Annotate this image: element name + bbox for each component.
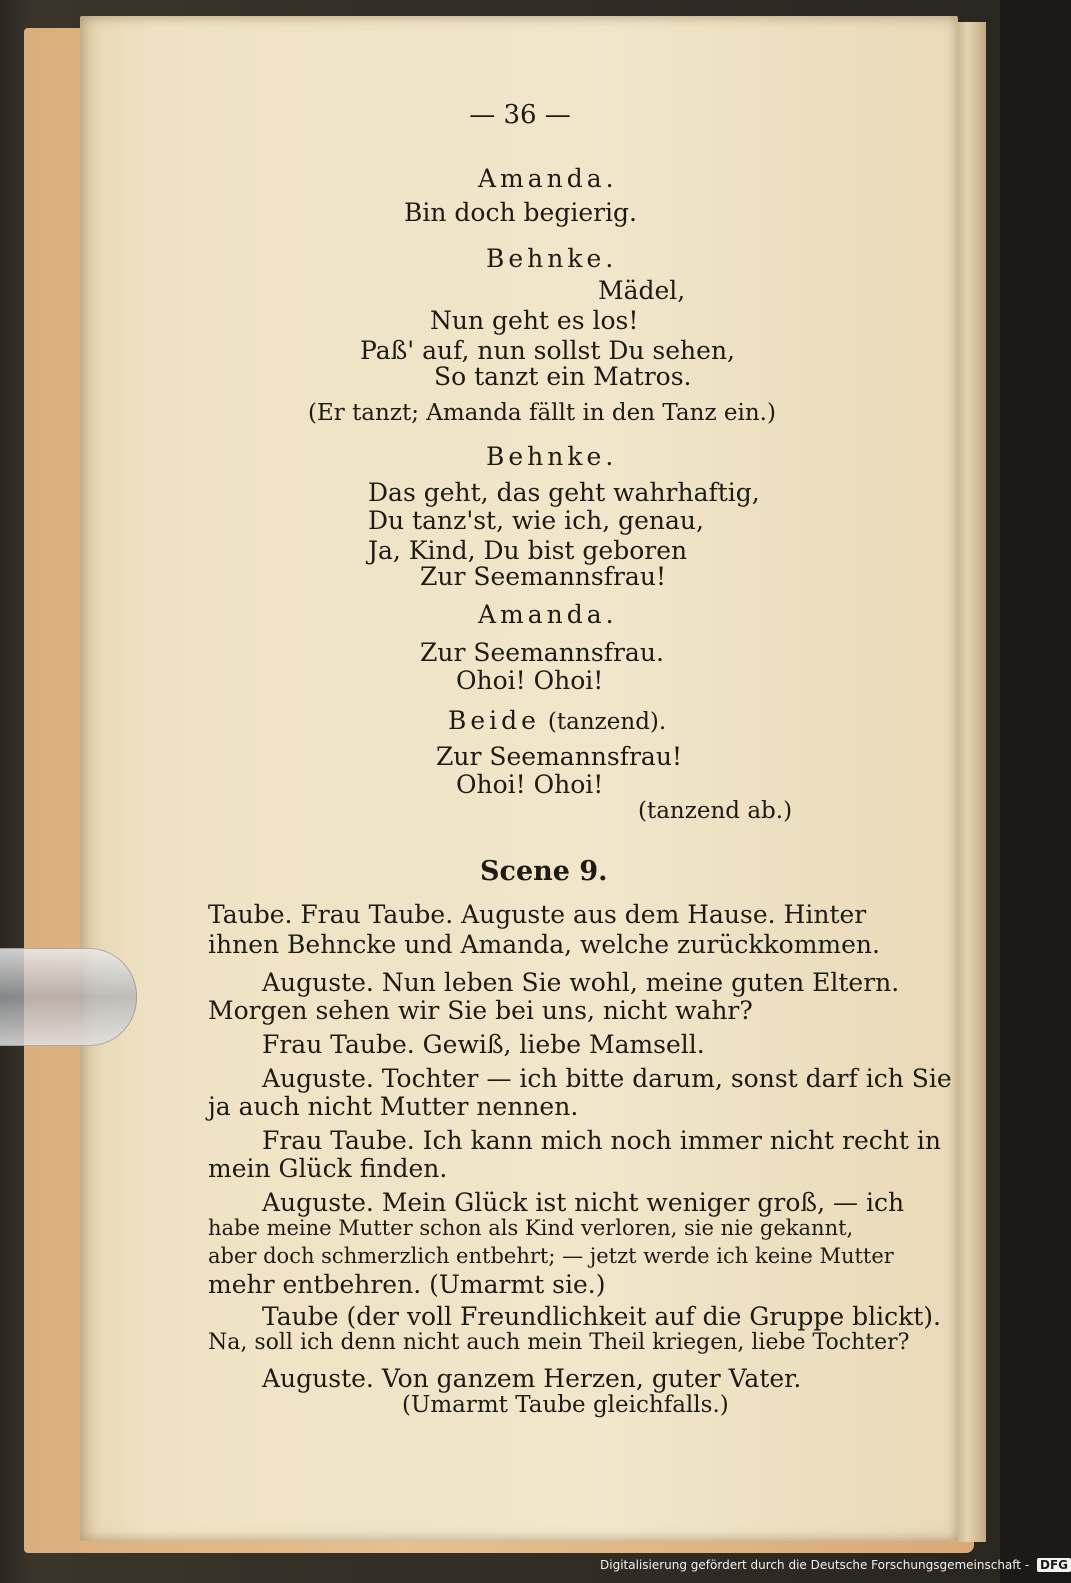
speaker-amanda: Amanda. (478, 164, 618, 193)
speaker-amanda: Amanda. (478, 600, 618, 629)
digitization-credit (600, 1558, 1071, 1572)
prose-line: Auguste. Mein Glück ist nicht weniger groß, — ich (262, 1188, 905, 1217)
prose-line: Taube (der voll Freundlichkeit auf die Gruppe blickt). (262, 1302, 941, 1331)
page-number: — 36 — (469, 100, 571, 130)
scene-title: Scene 9. (480, 856, 608, 887)
stage-direction: (tanzend). (547, 709, 667, 735)
verse-line: Zur Seemannsfrau! (420, 562, 666, 591)
prose-line: mein Glück finden. (208, 1154, 448, 1183)
verse-line: Bin doch begierig. (404, 198, 638, 227)
speaker-beide (448, 706, 666, 735)
verse-line: Paß' auf, nun sollst Du sehen, (360, 336, 735, 365)
prose-line: Frau Taube. Gewiß, liebe Mamsell. (262, 1030, 705, 1059)
prose-line: habe meine Mutter schon als Kind verloren, sie nie gekannt, (208, 1216, 854, 1240)
stage-direction: (Umarmt Taube gleichfalls.) (402, 1392, 729, 1418)
page-stack-edge (956, 22, 986, 1542)
verse-line: Du tanz'st, wie ich, genau, (368, 506, 704, 535)
verse-line: Ohoi! Ohoi! (456, 770, 604, 799)
prose-line: Auguste. Von ganzem Herzen, guter Vater. (262, 1364, 802, 1393)
stage-direction: (tanzend ab.) (638, 798, 793, 824)
verse-line: So tanzt ein Matros. (434, 362, 692, 391)
prose-line: Morgen sehen wir Sie bei uns, nicht wahr? (208, 996, 753, 1025)
speaker-behnke: Behnke. (486, 244, 618, 273)
dfg-logo: DFG (1037, 1558, 1071, 1572)
verse-line: Nun geht es los! (430, 306, 639, 335)
prose-line: ja auch nicht Mutter nennen. (208, 1092, 579, 1121)
speaker-name: Beide (448, 706, 540, 735)
speaker-behnke: Behnke. (486, 442, 618, 471)
credit-text: Digitalisierung gefördert durch die Deutsche Forschungsgemeinschaft - (600, 1558, 1030, 1572)
prose-line: Auguste. Nun leben Sie wohl, meine guten Eltern. (262, 968, 900, 997)
verse-line: Mädel, (598, 276, 686, 305)
verse-line: Ja, Kind, Du bist geboren (368, 536, 688, 565)
prose-line: Taube. Frau Taube. Auguste aus dem Hause. Hinter (208, 900, 867, 929)
verse-line: Zur Seemannsfrau! (436, 742, 682, 771)
verse-line: Ohoi! Ohoi! (456, 666, 604, 695)
page-clip (0, 948, 137, 1046)
prose-line: Frau Taube. Ich kann mich noch immer nicht recht in (262, 1126, 941, 1155)
verse-line: Zur Seemannsfrau. (420, 638, 664, 667)
prose-line: mehr entbehren. (Umarmt sie.) (208, 1270, 606, 1299)
stage-direction: (Er tanzt; Amanda fällt in den Tanz ein.) (308, 400, 776, 426)
prose-line: Na, soll ich denn nicht auch mein Theil kriegen, liebe Tochter? (208, 1330, 910, 1355)
prose-line: aber doch schmerzlich entbehrt; — jetzt werde ich keine Mutter (208, 1244, 894, 1268)
prose-line: Auguste. Tochter — ich bitte darum, sonst darf ich Sie (262, 1064, 952, 1093)
verse-line: Das geht, das geht wahrhaftig, (368, 478, 760, 507)
prose-line: ihnen Behncke und Amanda, welche zurückkommen. (208, 930, 880, 959)
